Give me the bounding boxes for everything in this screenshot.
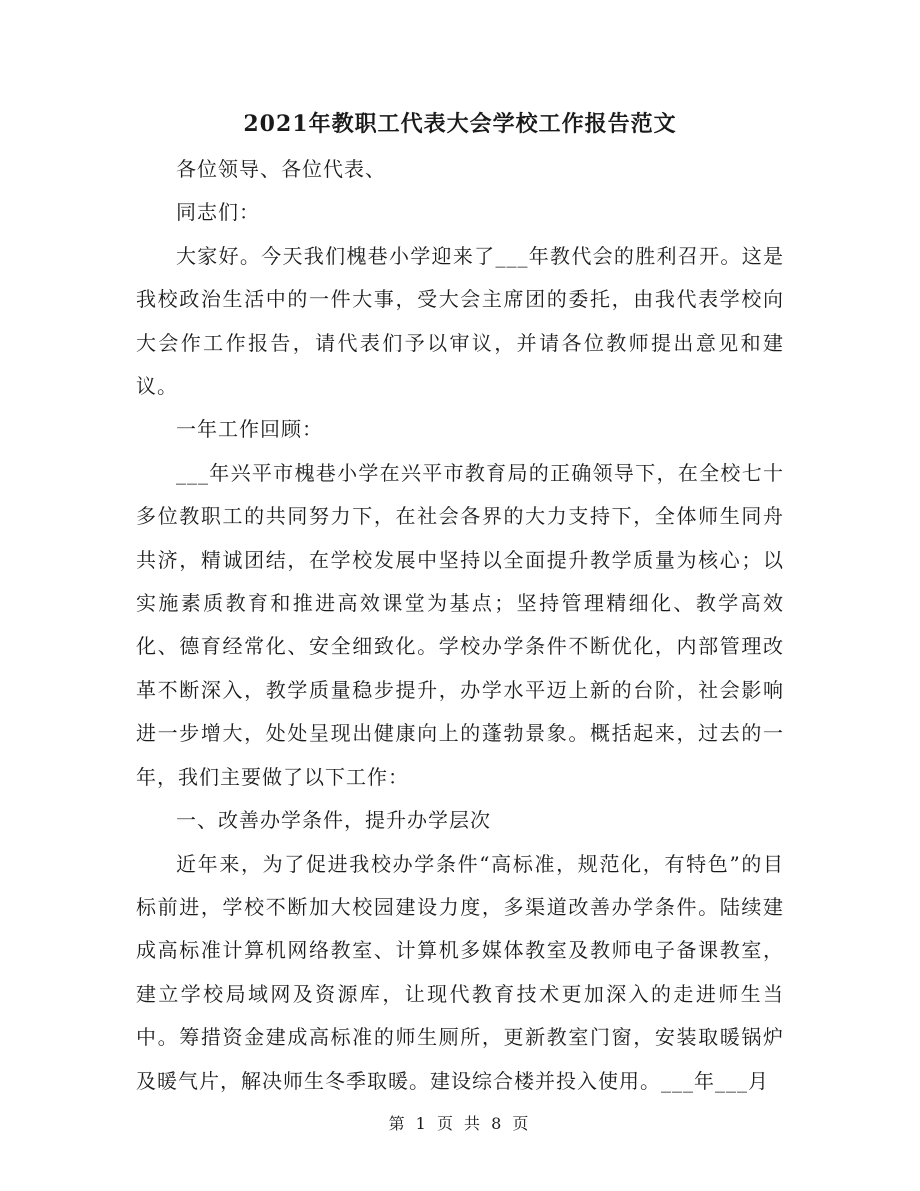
paragraph-opening: 大家好。今天我们槐巷小学迎来了___年教代会的胜利召开。这是我校政治生活中的一件大事，受大会主席团的委托，由我代表学校向大会作工作报告，请代表们予以审议，并请各位教师提出意见和建议。 — [136, 243, 784, 399]
salutation-line-2: 同志们： — [176, 200, 260, 225]
document-title: 2021年教职工代表大会学校工作报告范文 — [243, 111, 677, 137]
section-heading-review: 一年工作回顾： — [176, 417, 323, 442]
document-body — [136, 148, 784, 1103]
section-heading-conditions: 一、改善办学条件，提升办学层次 — [176, 808, 491, 833]
paragraph-conditions: 近年来，为了促进我校办学条件“高标准，规范化，有特色”的目标前进，学校不断加大校园建设力度，多渠道改善办学条件。陆续建成高标准计算机网络教室、计算机多媒体教室及教师电子备课教室，建立学校局域网及资源库，让现代教育技术更加深入的走进师生当中。筹措资金建成高标准的师生厕所，更新教室门窗，安装取暖锅炉及暖气片，解决师生冬季取暖。建设综合楼并投入使用。___年___月 — [136, 851, 784, 1093]
page-number-footer: 第 1 页 共 8 页 — [388, 1114, 532, 1133]
paragraph-review: ___年兴平市槐巷小学在兴平市教育局的正确领导下，在全校七十多位教职工的共同努力下，在社会各界的大力支持下，全体师生同舟共济，精诚团结，在学校发展中坚持以全面提升教学质量为核心；以实施素质教育和推进高效课堂为基点；坚持管理精细化、教学高效化、德育经常化、安全细致化。学校办学条件不断优化，内部管理改革不断深入，教学质量稳步提升，办学水平迈上新的台阶，社会影响进一步增大，处处呈现出健康向上的蓬勃景象。概括起来，过去的一年，我们主要做了以下工作： — [136, 460, 784, 789]
salutation-line-1: 各位领导、各位代表、 — [176, 157, 386, 181]
